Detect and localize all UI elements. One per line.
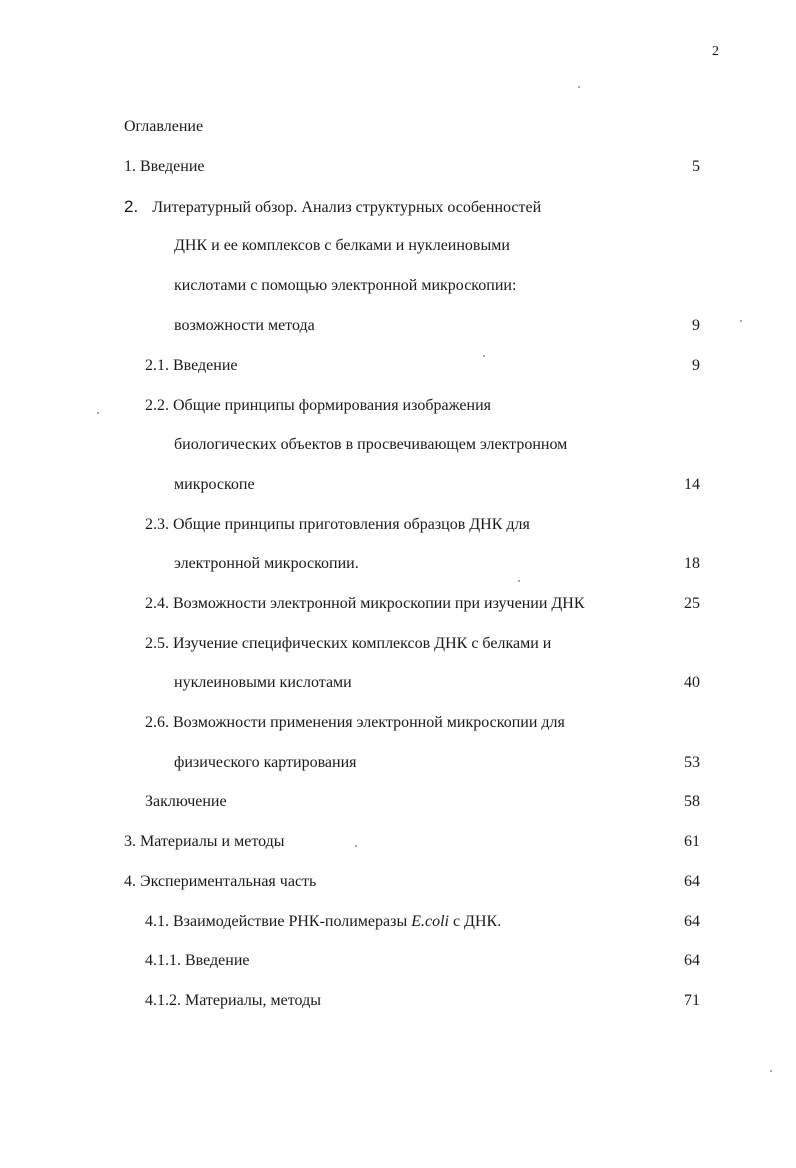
toc-entry-2-line4: возможности метода (174, 317, 315, 334)
toc-entry-2-2: 2.2. Общие принципы формирования изображения (145, 397, 492, 414)
toc-page-1: 5 (692, 158, 700, 175)
toc-entry-2 (124, 197, 541, 218)
toc-entry-4-1 (145, 912, 501, 932)
toc-entry-2-line2: ДНК и ее комплексов с белками и нуклеиновыми (174, 237, 510, 254)
toc-page-4: 64 (684, 873, 700, 890)
toc-page-2-3: 18 (684, 555, 700, 572)
toc-page-2-1: 9 (692, 357, 700, 374)
toc-page-2-5: 40 (684, 674, 700, 691)
toc-page-2-2: 14 (684, 476, 700, 493)
toc-entry-2-6-line2: физического картирования (174, 754, 357, 771)
scan-speck (355, 845, 357, 847)
toc-page-2: 9 (692, 317, 700, 334)
page-number: 2 (712, 44, 719, 59)
toc-page-4-1-2: 71 (684, 992, 700, 1009)
toc-entry-2-6: 2.6. Возможности применения электронной микроскопии для (145, 714, 565, 731)
toc-entry-2-4: 2.4. Возможности электронной микроскопии при изучении ДНК (145, 595, 585, 612)
toc-entry-4-1-2: 4.1.2. Материалы, методы (145, 992, 321, 1009)
toc-entry-4-1-text-after: с ДНК. (448, 913, 502, 930)
toc-page-conclusion: 58 (684, 793, 700, 810)
toc-entry-conclusion: Заключение (145, 793, 227, 810)
toc-entry-2-5: 2.5. Изучение специфических комплексов ДНК с белками и (145, 635, 552, 652)
scan-speck (518, 580, 520, 582)
toc-entry-2-2-line2: биологических объектов в просвечивающем электронном (174, 436, 568, 453)
toc-page-4-1-1: 64 (684, 952, 700, 969)
toc-entry-4-1-text-before: 4.1. Взаимодействие РНК-полимеразы (145, 913, 412, 930)
toc-page-3: 61 (684, 833, 700, 850)
scan-speck (578, 86, 580, 88)
toc-entry-2-text: Литературный обзор. Анализ структурных особенностей (152, 199, 542, 216)
toc-page-2-4: 25 (684, 595, 700, 612)
toc-entry-2-3: 2.3. Общие принципы приготовления образцов ДНК для (145, 516, 530, 533)
toc-page-4-1: 64 (684, 913, 700, 930)
scan-speck (770, 1070, 772, 1072)
toc-page-2-6: 53 (684, 754, 700, 771)
toc-entry-2-number: 2. (124, 197, 139, 216)
toc-entry-4-1-1: 4.1.1. Введение (145, 952, 250, 969)
toc-entry-1: 1. Введение (124, 158, 205, 175)
toc-entry-3: 3. Материалы и методы (124, 833, 285, 850)
toc-entry-2-2-line3: микроскопе (174, 476, 255, 493)
toc-entry-4-1-italic: E.coli (411, 913, 449, 930)
scan-speck (483, 355, 485, 357)
toc-entry-2-5-line2: нуклеиновыми кислотами (174, 674, 352, 691)
toc-heading: Оглавление (124, 118, 204, 135)
toc-entry-2-1: 2.1. Введение (145, 357, 238, 374)
scan-speck (740, 320, 742, 322)
toc-entry-2-3-line2: электронной микроскопии. (174, 555, 359, 572)
toc-entry-2-line3: кислотами с помощью электронной микроскопии: (174, 277, 517, 294)
scan-speck (97, 412, 99, 414)
toc-entry-4: 4. Экспериментальная часть (124, 873, 317, 890)
